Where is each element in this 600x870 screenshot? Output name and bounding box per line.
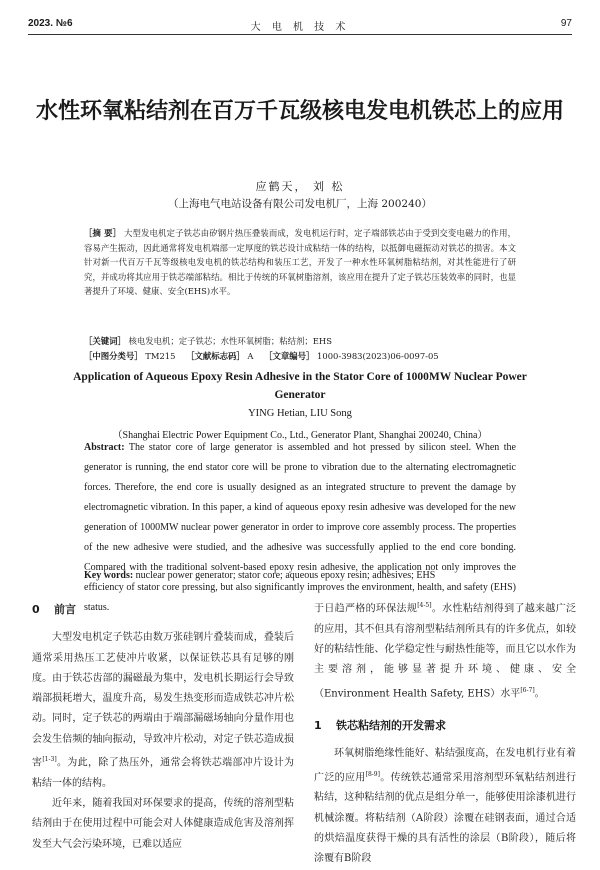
article-number-value: 1000-3983(2023)06-0097-05 [317, 351, 439, 361]
keywords-english [84, 570, 516, 581]
body-column-left [32, 596, 294, 855]
section-number: 0 [32, 603, 40, 616]
abstract-cn-text: 大型发电机定子铁芯由矽钢片热压叠装而成，发电机运行时，定子端部铁芯由于受到交变电磁力的作用，容易产生振动，因此通常将发电机端部一定厚度的铁芯设计成粘结一体的结构，以抵御电磁振动对铁芯的损害。本文针对新一代百万千瓦等级核电发电机的铁芯结构和装压工艺，开发了一种水性环氧树脂粘结剂，对其性能进行了研究，并成功将其应用于铁芯端部粘结。相比于传统的环氧树脂溶剂，该应用在提升了定子铁芯压装效率的同时，也显著提升了环境、健康、安全(EHS)水平。 [84, 228, 516, 296]
body-column-right [314, 596, 576, 870]
clc-value: TM215 [145, 351, 176, 361]
keywords-cn-text: 核电发电机；定子铁芯；水性环氧树脂；粘结剂；EHS [128, 336, 332, 346]
abstract-en-label: Abstract: [84, 442, 125, 453]
keywords-cn-label: ［关键词］ [84, 336, 126, 346]
clc-label: ［中图分类号］ [84, 351, 143, 361]
paragraph: 于日趋严格的环保法规[4-5]。水性粘结剂得到了越来越广泛的应用，其不但具有溶剂型粘结剂所具有的许多优点，如较好的粘结性能、化学稳定性与耐热性能等，而且它以水作为主要溶剂，能够显著提升环境、健康、安全（Environment Health Safety, EHS）水平[6-7]。 [314, 602, 577, 699]
doc-code-value: A [247, 351, 254, 361]
citation: [1-3] [42, 756, 57, 764]
abstract-english [84, 438, 516, 618]
running-header [28, 14, 572, 32]
affiliation-english: （Shanghai Electric Power Equipment Co., Ltd., Generator Plant, Shanghai 200240, China） [112, 430, 488, 441]
keywords-chinese [84, 335, 332, 347]
journal-name: 大 电 机 技 术 [250, 22, 350, 33]
authors-english: YING Hetian, LIU Song [248, 408, 352, 419]
issue-number: 2023. №6 [28, 18, 73, 29]
abstract-en-text: The stator core of large generator is assembled and hot pressed by silicon steel. When the generator is running, the end stator core will be prone to vibration due to the alternating electromagnetic forces. Therefore, the end core is usually designed as an integrated structure to prevent the damage by electromagnetic vibration. In this paper, a kind of aqueous epoxy resin adhesive was developed for the new generation of 1000MW nuclear power generator in order to improve core assembly process. The properties of the new adhesive were studied, and the adhesive was successfully applied to the end core bonding. Compared with the traditional solvent-based epoxy resin adhesive, the application not only improves the efficiency of stator core pressing, but also significantly improves the environment, health, and safety (EHS) status. [84, 442, 516, 613]
section-heading [32, 600, 294, 620]
section-number: 1 [314, 719, 322, 733]
section-heading [314, 716, 576, 736]
title-chinese: 水性环氧粘结剂在百万千瓦级核电发电机铁芯上的应用 [35, 99, 564, 124]
citation: [8-9] [365, 770, 380, 778]
paragraph: 大型发电机定子铁芯由数万张硅钢片叠装而成，叠装后通常采用热压工艺使冲片收紧，以保证铁芯具有足够的刚度。由于铁芯齿部的漏磁最为集中，发电机长期运行会导致端部损耗增大，温度升高，易发生热变形而造成铁芯冲片松动。同时，定子铁芯的两端由于端部漏磁场轴向分量作用也会发生倍频的轴向振动，导致冲片松动，对定子铁芯造成损害[1-3]。为此，除了热压外，通常会将铁芯端部冲片设计为粘结一体的结构。 [32, 632, 295, 789]
keywords-en-label: Key words: [84, 570, 134, 581]
citation: [4-5] [417, 602, 432, 609]
abstract-chinese [84, 226, 516, 299]
authors-chinese: 应鹤天， 刘 松 [255, 180, 345, 193]
keywords-en-text: nuclear power generator; stator core; aqueous epoxy resin; adhesives; EHS [135, 570, 436, 581]
abstract-cn-label: ［摘 要］ [84, 228, 122, 238]
doc-code-label: ［文献标志码］ [186, 351, 245, 361]
section-title: 铁芯粘结剂的开发需求 [336, 719, 446, 733]
affiliation-chinese: （上海电气电站设备有限公司发电机厂，上海 200240） [168, 198, 432, 210]
page-number: 97 [560, 18, 572, 29]
paragraph: 近年来，随着我国对环保要求的提高，传统的溶剂型粘结剂由于在使用过程中可能会对人体健康造成危害及溶剂挥发至大气会污染环境，已难以适应 [32, 798, 294, 850]
paragraph: 环氧树脂绝缘性能好、粘结强度高，在发电机行业有着广泛的应用[8-9]。传统铁芯通常采用溶剂型环氧粘结剂进行粘结，这种粘结剂的优点是组分单一，能够使用涂漆机进行机械涂覆。将粘结剂（A阶段）涂覆在硅钢表面，通过合适的烘焙温度获得干燥的具有活性的涂层（B阶段），随后将涂覆有B阶段 [314, 748, 577, 865]
header-rule [28, 34, 572, 35]
citation: [6-7] [520, 686, 535, 694]
article-number-label: ［文章编号］ [264, 351, 315, 361]
classification-line [84, 350, 439, 362]
section-title: 前言 [54, 603, 76, 616]
title-english: Application of Aqueous Epoxy Resin Adhesive in the Stator Core of 1000MW Nuclear Power Generator [73, 371, 527, 401]
